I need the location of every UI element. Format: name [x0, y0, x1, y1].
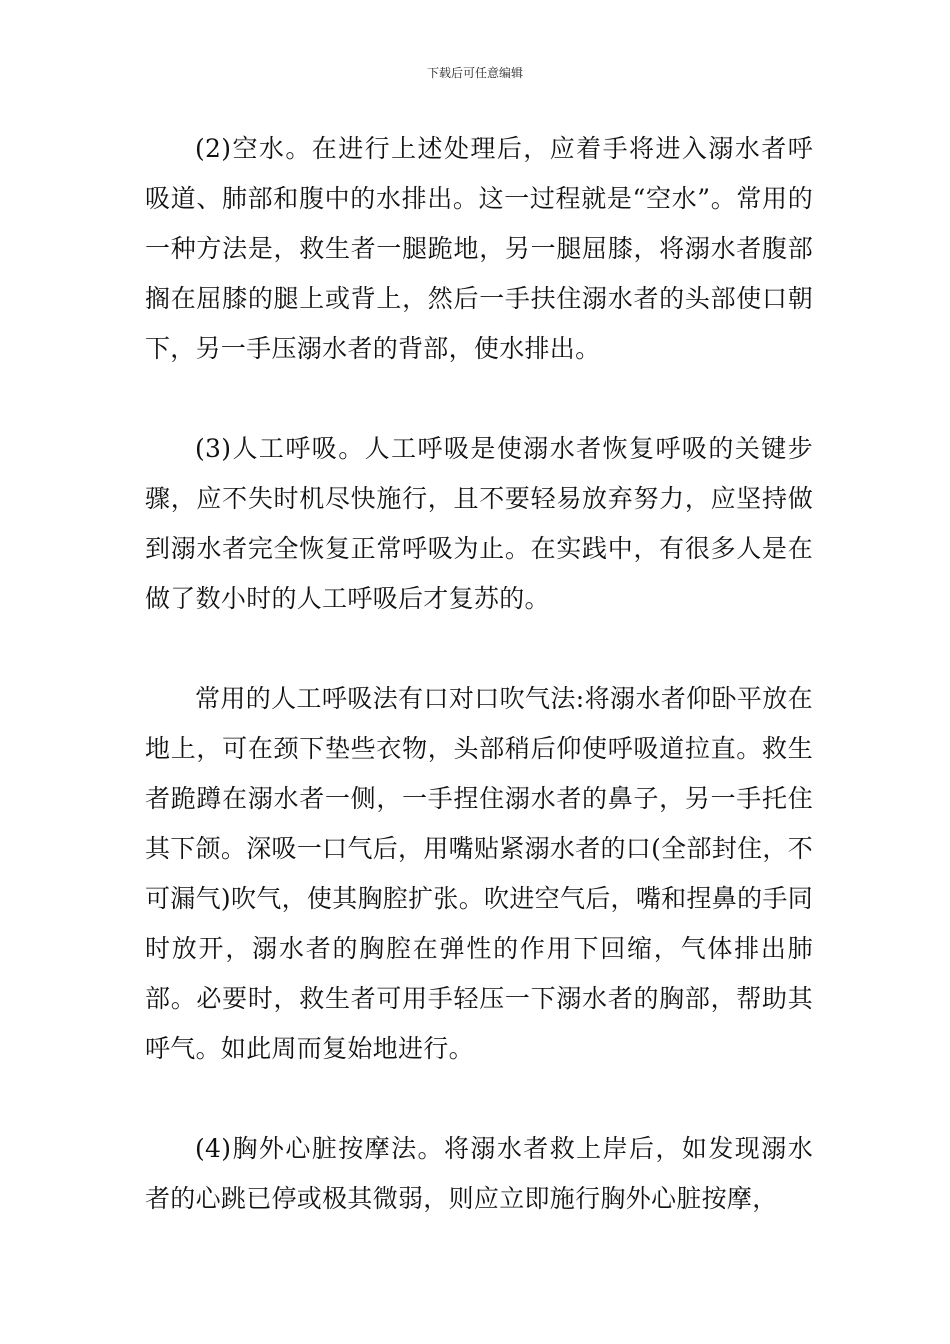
page-header: 下载后可任意编辑 [426, 66, 523, 80]
paragraph-clearing-water: (2)空水。在进行上述处理后，应着手将进入溺水者呼吸道、肺部和腹中的水排出。这一过程就是“空水”。常用的一种方法是，救生者一腿跪地，另一腿屈膝，将溺水者腹部搁在屈膝的腿上或背上，然后一手扶住溺水者的头部使口朝下，另一手压溺水者的背部，使水排出。 [145, 134, 813, 363]
paragraph-artificial-respiration: (3)人工呼吸。人工呼吸是使溺水者恢复呼吸的关键步骤，应不失时机尽快施行，且不要轻易放弃努力，应坚持做到溺水者完全恢复正常呼吸为止。在实践中，有很多人是在做了数小时的人工呼吸后才复苏的。 [145, 434, 813, 613]
document-body [145, 124, 813, 1274]
paragraph-mouth-to-mouth: 常用的人工呼吸法有口对口吹气法:将溺水者仰卧平放在地上，可在颈下垫些衣物，头部稍后仰使呼吸道拉直。救生者跪蹲在溺水者一侧，一手捏住溺水者的鼻子，另一手托住其下颌。深吸一口气后，用嘴贴紧溺水者的口(全部封住，不可漏气)吹气，使其胸腔扩张。吹进空气后，嘴和捏鼻的手同时放开，溺水者的胸腔在弹性的作用下回缩，气体排出肺部。必要时，救生者可用手轻压一下溺水者的胸部，帮助其呼气。如此周而复始地进行。 [145, 684, 813, 1063]
paragraph-chest-compression: (4)胸外心脏按摩法。将溺水者救上岸后，如发现溺水者的心跳已停或极其微弱，则应立即施行胸外心脏按摩， [145, 1134, 813, 1213]
